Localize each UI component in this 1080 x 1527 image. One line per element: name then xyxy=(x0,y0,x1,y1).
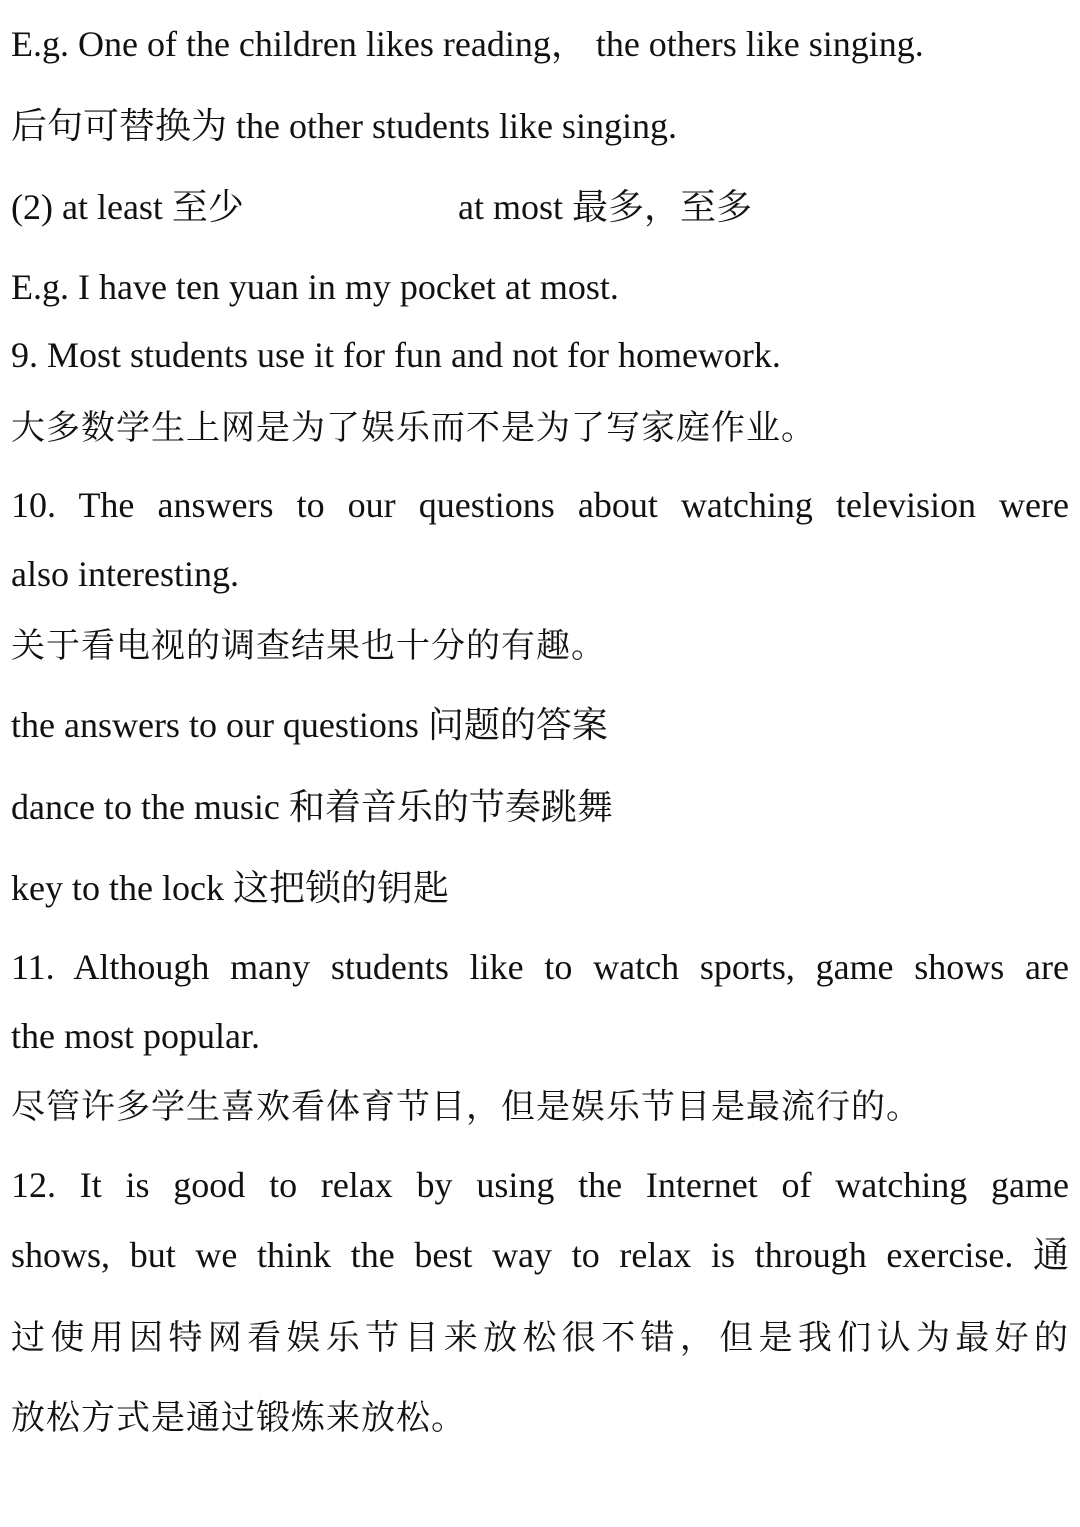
phrase-key-to-lock: key to the lock 这把锁的钥匙 xyxy=(11,868,449,908)
sentence-10-translation: 关于看电视的调查结果也十分的有趣。 xyxy=(11,626,606,666)
sentence-11-line-1: 11. Although many students like to watch sports, game shows are xyxy=(11,947,1069,987)
sentence-11-line-2: the most popular. xyxy=(11,1016,260,1056)
phrase-at-most: at most 最多，至多 xyxy=(458,187,752,227)
phrase-answers-to-questions: the answers to our questions 问题的答案 xyxy=(11,705,608,745)
phrase-dance-to-music: dance to the music 和着音乐的节奏跳舞 xyxy=(11,787,613,827)
sentence-9-translation: 大多数学生上网是为了娱乐而不是为了写家庭作业。 xyxy=(11,408,816,448)
sentence-10-line-2: also interesting. xyxy=(11,554,239,594)
sentence-12-translation-line-1: 过使用因特网看娱乐节目来放松很不错，但是我们认为最好的 xyxy=(11,1318,1069,1358)
example-sentence-at-most: E.g. I have ten yuan in my pocket at most. xyxy=(11,267,619,307)
sentence-10-line-1: 10. The answers to our questions about watching television were xyxy=(11,485,1069,525)
replacement-note: 后句可替换为 the other students like singing. xyxy=(11,106,677,146)
sentence-9: 9. Most students use it for fun and not for homework. xyxy=(11,335,781,375)
sentence-12-line-1: 12. It is good to relax by using the Internet of watching game xyxy=(11,1165,1069,1205)
sentence-11-translation: 尽管许多学生喜欢看体育节目，但是娱乐节目是最流行的。 xyxy=(11,1087,921,1127)
sentence-12-translation-line-2: 放松方式是通过锻炼来放松。 xyxy=(11,1398,466,1438)
example-sentence-others: E.g. One of the children likes reading， the others like singing. xyxy=(11,24,924,64)
phrase-at-least: (2) at least 至少 xyxy=(11,187,244,227)
phrase-at-least-at-most xyxy=(11,185,1069,229)
sentence-12-line-2: shows, but we think the best way to relax is through exercise. 通 xyxy=(11,1235,1069,1275)
